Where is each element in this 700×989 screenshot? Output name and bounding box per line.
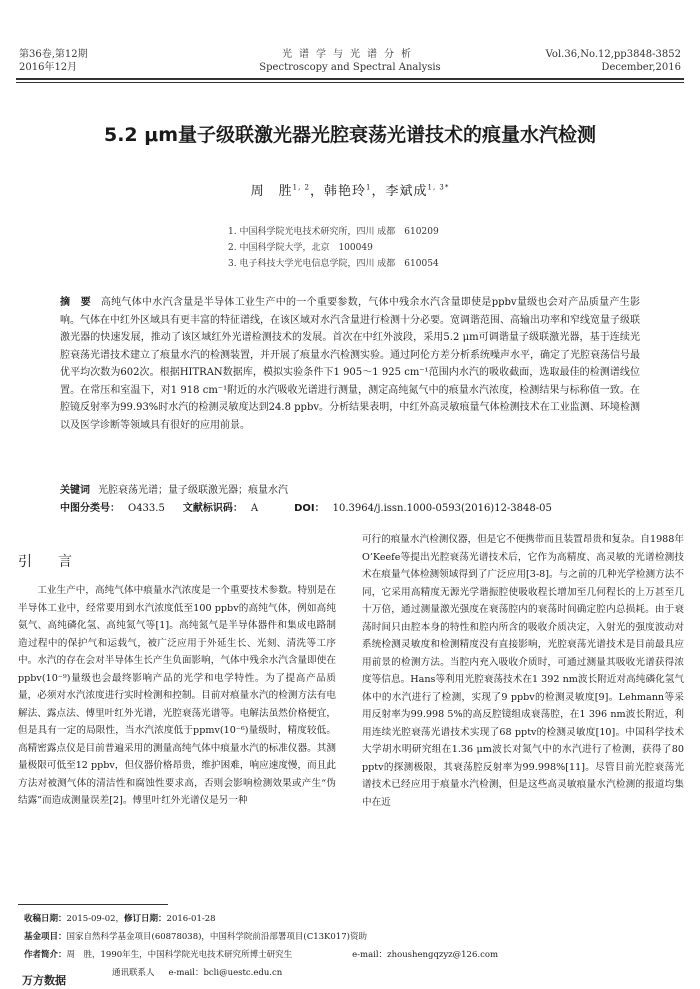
fund-text: 国家自然科学基金项目(60878038)，中国科学院前沿部署项目(C13K017)资助: [66, 932, 367, 942]
clc-label: 中图分类号：: [60, 503, 120, 514]
author-email[interactable]: e-mail：zhoushengqzyz@126.com: [352, 950, 499, 960]
paper-title: 5.2 μm量子级联激光器光腔衰荡光谱技术的痕量水汽检测: [103, 124, 597, 146]
footnotes: [24, 910, 498, 982]
author-bio-label: 作者简介：: [24, 950, 67, 960]
wanfang-watermark: 万方数据: [22, 974, 66, 987]
keywords: [60, 483, 288, 499]
abstract: [60, 294, 640, 434]
author-1: 周 胜: [250, 184, 293, 199]
revised-label: 修订日期：: [124, 914, 167, 924]
author-separator: ，: [371, 184, 386, 199]
received-label: 收稿日期：: [24, 914, 67, 924]
author-2: 韩艳玲: [324, 184, 367, 199]
volume-issue: 第36卷,第12期: [19, 49, 88, 60]
affiliation-list: [228, 224, 439, 272]
author-1-affil: 1, 2: [292, 183, 310, 192]
journal-name-cn: 光谱学与光谱分析: [282, 49, 418, 60]
journal-name-en: Spectroscopy and Spectral Analysis: [259, 62, 441, 73]
header-rule: [16, 78, 684, 83]
revised-date: 2016-01-28: [166, 914, 216, 924]
section-title-introduction: 引 言: [18, 554, 78, 570]
author-3: 李斌成: [385, 184, 428, 199]
publication-date-cn: 2016年12月: [19, 62, 78, 73]
author-3-affil: 1, 3*: [427, 183, 450, 192]
affiliation-3: 3. 电子科技大学光电信息学院，四川 成都 610054: [228, 259, 439, 269]
received-date: 2015-09-02，: [66, 914, 125, 924]
affiliation-1: 1. 中国科学院光电技术研究所，四川 成都 610209: [228, 227, 439, 237]
doi-value[interactable]: 10.3964/j.issn.1000-0593(2016)12-3848-05: [332, 503, 552, 514]
publication-date-en: December,2016: [601, 62, 681, 73]
doi-label: DOI：: [294, 503, 325, 514]
clc-value: O433.5: [128, 503, 165, 514]
footnote-rule: [18, 904, 168, 905]
abstract-label: 摘 要: [60, 297, 91, 308]
author-separator: ，: [309, 184, 324, 199]
footnote-corresponding: [24, 964, 498, 982]
volume-pages: Vol.36,No.12,pp3848-3852: [545, 49, 681, 60]
footnote-funding: [24, 928, 498, 946]
author-2-affil: 1: [366, 183, 372, 192]
affiliation-2: 2. 中国科学院大学，北京 100049: [228, 243, 373, 253]
journal-citation: [546, 48, 681, 74]
classification-line: [60, 501, 552, 517]
abstract-text: 高纯气体中水汽含量是半导体工业生产中的一个重要参数，气体中残余水汽含量即使是ppbv量级也会对产品质量产生影响。气体在中红外区域具有更丰富的特征谱线，在该区域对水汽含量进行检测十分必要。宽调谐范围、高输出功率和窄线宽量子级联激光器的快速发展，推动了该区域红外光谱检测技术的发展。首次在中红外波段，采用5.2 μm可调谐量子级联激光器，基于连续光腔衰荡光谱技术建立了痕量水汽的检测装置，并开展了痕量水汽检测实验。通过阿伦方差分析系统噪声水平，确定了光腔衰荡信号最优平均次数为602次。根据HITRAN数据库，模拟实验条件下1 905～1 925 cm⁻¹范围内水汽的吸收截面，选取最佳的检测谱线位置。在常压和室温下，对1 918 cm⁻¹附近的水汽吸收光谱进行测量，测定高纯氮气中的痕量水汽浓度，检测结果与标称值一致。在腔镜反射率为99.93%时水汽的检测灵敏度达到24.8 ppbv。分析结果表明，中红外高灵敏痕量气体检测技术在工业监测、环境检测以及医学诊断等领域具有很好的应用前景。: [60, 297, 640, 431]
footnote-dates: [24, 910, 498, 928]
author-list: [0, 180, 700, 199]
corresponding-label: 通讯联系人: [112, 968, 155, 978]
intro-left-column: 工业生产中，高纯气体中痕量水汽浓度是一个重要技术参数。特别是在半导体工业中，经常要用到水汽浓度低至100 ppbv的高纯气体，例如高纯氨气、高纯磷化氢、高纯氮气等[1]。高纯氮气是半导体器件和集成电路制造过程中的保护气和运载气，被广泛应用于外延生长、光刻、清洗等工序中。水汽的存在会对半导体生长产生负面影响，气体中残余水汽含量即使在ppbv(10⁻⁹)量级也会最终影响产品的光学和电学特性。为了提高产品质量，必须对水汽浓度进行实时检测和控制。目前对痕量水汽的检测方法有电解法、露点法、傅里叶红外光谱，光腔衰荡光谱等。电解法虽然价格便宜，但是具有一定的局限性，当水汽浓度低于ppmv(10⁻⁶)量级时，精度较低。高精密露点仪是目前普遍采用的测量高纯气体中痕量水汽的标准仪器。其测量极限可低至12 ppbv，但仪器价格昂贵，维护困难，响应速度慢，而且此方法对被测气体的清洁性和腐蚀性要求高，否则会影响检测效果或产生“伪结露”而造成测量误差[2]。傅里叶红外光谱仪是另一种: [18, 585, 336, 806]
keywords-text: 光腔衰荡光谱；量子级联激光器；痕量水汽: [98, 485, 288, 496]
doc-code-label: 文献标识码：: [182, 503, 243, 514]
keywords-label: 关键词: [60, 485, 90, 496]
fund-label: 基金项目：: [24, 932, 67, 942]
footnote-author: [24, 946, 498, 964]
author-bio: 周 胜，1990年生，中国科学院光电技术研究所博士研究生: [66, 950, 293, 960]
doc-code-value: A: [250, 503, 259, 514]
intro-right-column: 可行的痕量水汽检测仪器，但是它不便携带而且装置昂贵和复杂。自1988年O’Keefe等提出光腔衰荡光谱技术后，它作为高精度、高灵敏的光谱检测技术在痕量气体检测领域得到了广泛应用[3-8]。与之前的几种光学检测方法不同，它采用高精度无源光学谐振腔使吸收程长增加至几何程长的上万甚至几十万倍，通过测量激光强度在衰荡腔内的衰荡时间确定腔内总损耗。由于衰荡时间只由腔本身的特性和腔内所含的吸收介质决定，入射光的强度波动对系统检测灵敏度和检测精度没有直接影响，光腔衰荡光谱技术是目前最具应用前景的检测方法。当腔内充入吸收介质时，可通过测量其吸收光谱获得浓度等信息。Hans等利用光腔衰荡技术在1 392 nm波长附近对高纯磷化氢气体中的水汽进行了检测，实现了9 ppbv的检测灵敏度[9]。Lehmann等采用反射率为99.998 5%的高反腔镜组成衰荡腔，在1 396 nm波长附近，利用连续光腔衰荡光谱技术实现了68 pptv的检测灵敏度[10]。中国科学技术大学胡水明研究组在1.36 μm波长对氮气中的水汽进行了检测，获得了80 pptv的探测极限，其衰荡腔反射率为99.998%[11]。尽管目前光腔衰荡光谱技术已经应用于痕量水汽检测，但是这些高灵敏痕量水汽检测的报道均集中在近: [362, 534, 684, 808]
corresponding-email[interactable]: e-mail：bcli@uestc.edu.cn: [168, 968, 283, 978]
